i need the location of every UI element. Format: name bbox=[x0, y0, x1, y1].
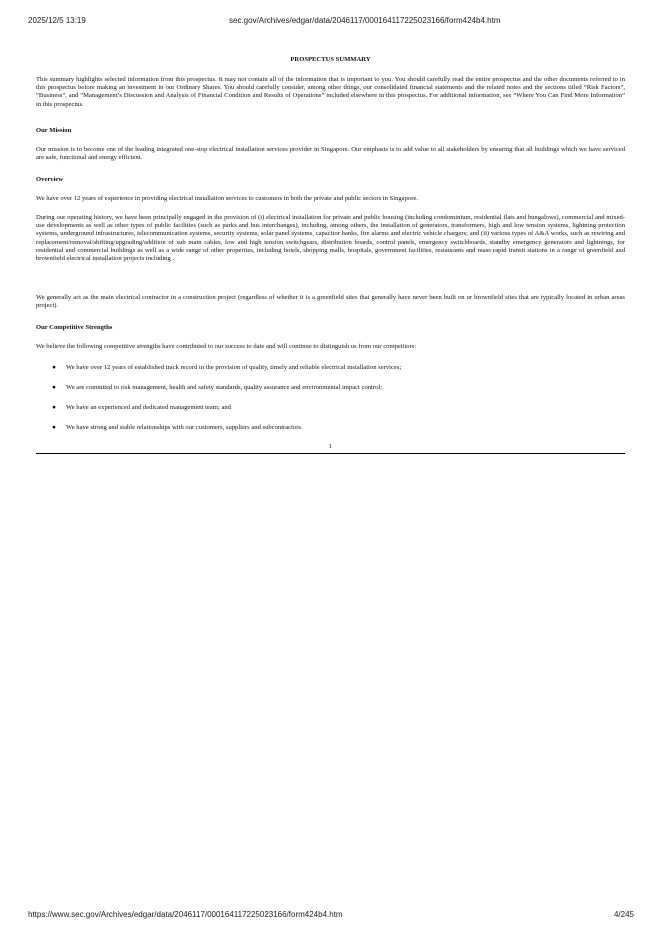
print-page-count: 4/245 bbox=[613, 910, 634, 919]
strength-text: We have over 12 years of established track record in the provision of quality, timely and reliable electrical installation services; bbox=[66, 364, 402, 371]
overview-paragraph-3: We generally act as the main electrical contractor in a construction project (regardless of whether it is a greenfield sites that generally have never been built on or brownfield sites that are typically located in urban areas project). bbox=[36, 294, 625, 310]
list-item bbox=[52, 424, 303, 432]
page-number: 1 bbox=[328, 443, 333, 450]
list-item bbox=[52, 364, 401, 372]
strengths-heading: Our Competitive Strengths bbox=[36, 324, 113, 331]
intro-paragraph: This summary highlights selected information from this prospectus. It may not contain all of the information that is important to you. You should carefully read the entire prospectus and the other documents referred to in this prospectus before making an investment in our Ordinary Shares. You should carefully consider, among other things, our consolidated financial statements and the related notes and the sections titled “Risk Factors”, “Business”, and “Management’s Discussion and Analysis of Financial Condition and Results of Operations” included elsewhere in this prospectus. For additional information, see “Where You Can Find More Information” in this prospectus. bbox=[36, 76, 625, 108]
print-datetime: 2025/12/5 13:19 bbox=[28, 16, 86, 25]
overview-paragraph-2: During our operating history, we have been principally engaged in the provision of (i) electrical installation for private and public housing (including condominium, residential flats and bungalows), commercial and mixed-use developments as well as other types of public facilities (such as parks and bus interchanges), including, among others, the installation of generators, transformers, high and low tension systems, lightning protection systems, underground infrastructures, telecommunication systems, security systems, solar panel systems, capacitor banks, fire alarms and electric vehicle chargers; and (ii) various types of A&A works, such as rewiring and replacement/removal/shifting/upgrading/addition of sub main cables, low and high tension switchgears, distribution boards, control panels, emergency switchboards, standby emergency generators and lightnings, for residential and commercial buildings as well as a wide range of other properties, including hotels, shopping malls, hospitals, government facilities, restaurants and mass rapid transit stations in a range of greenfield and brownfield electrical installation projects including . bbox=[36, 214, 625, 263]
overview-heading: Overview bbox=[36, 176, 64, 183]
mission-paragraph: Our mission is to become one of the leading integrated one-stop electrical installation services provider in Singapore. Our emphasis is to add value to all stakeholders by ensuring that all buildings which we have serviced are safe, functional and energy efficient. bbox=[36, 146, 625, 162]
strength-text: We have an experienced and dedicated management team; and bbox=[66, 404, 231, 411]
print-page-title: sec.gov/Archives/edgar/data/2046117/000164117225023166/form424b4.htm bbox=[229, 16, 501, 25]
strengths-intro: We believe the following competitive strengths have contributed to our success to date and will continue to distinguish us from our competitors: bbox=[36, 343, 417, 350]
list-item bbox=[52, 384, 382, 392]
strength-text: We are commited to risk management, health and safety standards, quality assurance and environmental impact control; bbox=[66, 384, 383, 391]
overview-paragraph-1: We have over 12 years of experience in providing electrical installation services to customers in both the private and public sectors in Singapore. bbox=[36, 195, 418, 202]
bullet-icon: ● bbox=[52, 404, 56, 411]
mission-heading: Our Mission bbox=[36, 127, 72, 134]
document-title: PROSPECTUS SUMMARY bbox=[290, 56, 371, 63]
page-divider bbox=[36, 453, 625, 454]
print-url bbox=[28, 910, 343, 919]
strength-text: We have strong and stable relationships with our customers, suppliers and subcontractors. bbox=[66, 424, 303, 431]
bullet-icon: ● bbox=[52, 364, 56, 371]
bullet-icon: ● bbox=[52, 384, 56, 391]
bullet-icon: ● bbox=[52, 424, 56, 431]
list-item bbox=[52, 404, 231, 412]
print-url-text: https://www.sec.gov/Archives/edgar/data/2046117/000164117225023166/form424b4.htm bbox=[28, 910, 343, 919]
